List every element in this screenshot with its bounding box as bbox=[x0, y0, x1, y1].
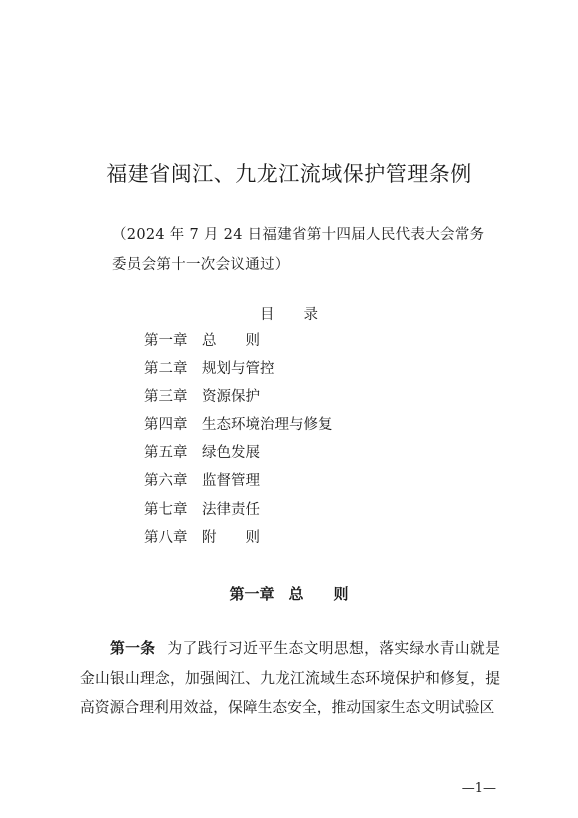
adoption-note bbox=[112, 220, 492, 280]
toc-chapter-title: 法律责任 bbox=[202, 501, 260, 518]
document-title: 福建省闽江、九龙江流域保护管理条例 bbox=[106, 162, 472, 186]
toc-chapter-number: 第八章 bbox=[144, 529, 188, 546]
toc-chapter-title: 生态环境治理与修复 bbox=[202, 417, 333, 434]
toc-chapter-title: 资源保护 bbox=[202, 389, 260, 406]
adoption-note-line: （2024 年 7 月 24 日福建省第十四届人民代表大会常务 bbox=[112, 227, 485, 243]
article-paragraph bbox=[80, 634, 500, 723]
toc-chapter-number: 第五章 bbox=[144, 445, 188, 462]
toc-chapter-number: 第二章 bbox=[144, 361, 188, 378]
toc-chapter-title: 总 则 bbox=[202, 333, 260, 349]
toc-chapter-number: 第四章 bbox=[144, 417, 188, 434]
chapter-number: 第一章 bbox=[229, 585, 275, 603]
toc-chapter-number: 第三章 bbox=[144, 389, 188, 406]
toc-item bbox=[144, 383, 333, 411]
toc-chapter-number: 第七章 bbox=[144, 501, 188, 518]
toc-chapter-title: 监督管理 bbox=[202, 473, 260, 490]
chapter-heading bbox=[0, 583, 578, 604]
toc-chapter-title: 规划与管控 bbox=[202, 361, 275, 378]
toc-chapter-number: 第六章 bbox=[144, 473, 188, 490]
toc-item bbox=[144, 524, 333, 552]
toc-heading: 目 录 bbox=[260, 307, 318, 323]
toc-item bbox=[144, 467, 333, 495]
article-label: 第一条 bbox=[110, 640, 156, 657]
toc-chapter-title: 绿色发展 bbox=[202, 445, 260, 462]
page-number: —1— bbox=[461, 781, 496, 796]
adoption-note-line: 委员会第十一次会议通过） bbox=[112, 257, 290, 273]
toc-item bbox=[144, 411, 333, 439]
toc-item bbox=[144, 327, 333, 355]
toc-chapter-title: 附 则 bbox=[202, 529, 260, 546]
article-text: 为了践行习近平生态文明思想，落实绿水青山就是金山银山理念，加强闽江、九龙江流域生态环境保护和修复，提高资源合理利用效益，保障生态安全，推动国家生态文明试验区 bbox=[80, 640, 500, 716]
table-of-contents bbox=[144, 327, 333, 552]
toc-chapter-number: 第一章 bbox=[144, 333, 188, 349]
chapter-title: 总 则 bbox=[288, 585, 349, 603]
toc-item bbox=[144, 439, 333, 467]
toc-item bbox=[144, 355, 333, 383]
toc-item bbox=[144, 496, 333, 524]
